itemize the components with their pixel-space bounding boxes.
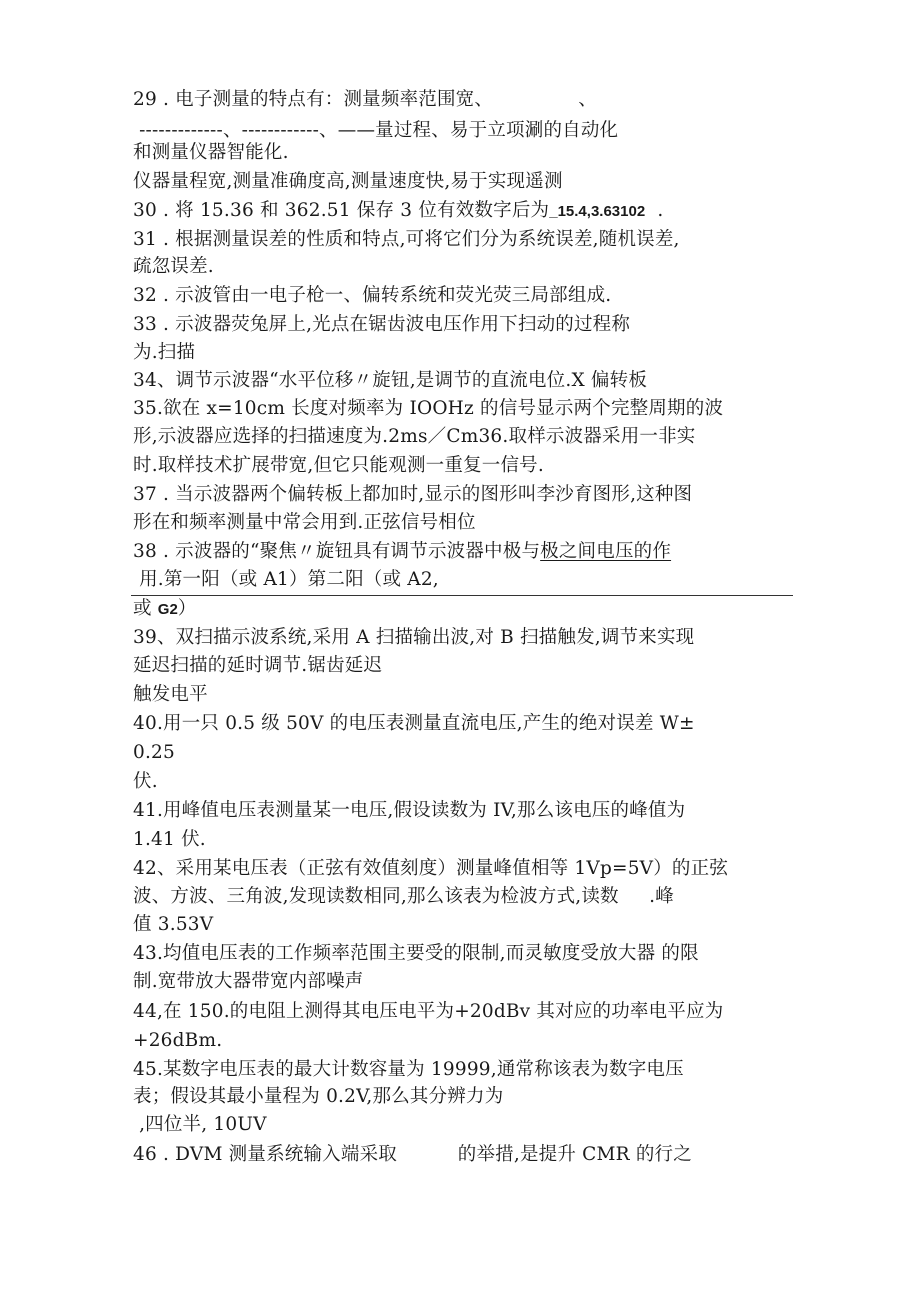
q38-or: 或	[133, 598, 158, 619]
q39-line-1: 39、双扫描示波系统,采用 A 扫描输出波,对 B 扫描触发,调节来实现	[133, 627, 695, 648]
q33-line-2: 为.扫描	[133, 342, 196, 363]
q42-line-1: 42、采用某电压表（正弦有效值刻度）测量峰值相等 1Vp=5V）的正弦	[133, 858, 729, 879]
q29-line-2: -------------、------------、——量过程、易于立项涮的自动化	[133, 120, 619, 141]
q42-line-2: 波、方波、三角波,发现读数相同,那么该表为检波方式,读数 .峰	[133, 886, 674, 907]
q31-line-1: 31 . 根据测量误差的性质和特点,可将它们分为系统误差,随机误差,	[133, 229, 680, 250]
q46-line-1: 46 . DVM 测量系统输入端采取 的举措,是提升 CMR 的行之	[133, 1144, 692, 1165]
q33-line-1: 33 . 示波器荧兔屏上,光点在锯齿波电压作用下扫动的过程称	[133, 314, 631, 335]
q45-answer: ,四位半, 10UV	[133, 1114, 267, 1135]
q35-line-1: 35.欲在 x=10cm 长度对频率为 IOOHz 的信号显示两个完整周期的波	[133, 398, 724, 419]
q38-question: 38 . 示波器的“聚焦〃旋钮具有调节示波器中极与	[133, 541, 541, 562]
q37-line-2: 形在和频率测量中常会用到.正弦信号相位	[133, 512, 476, 533]
q30-answer: _15.4,3.63102	[549, 203, 646, 220]
q38-g2: G2	[157, 601, 178, 618]
q29-line-3: 和测量仪器智能化.	[133, 142, 289, 163]
q38-line-1	[133, 541, 671, 563]
horizontal-rule	[131, 595, 793, 596]
q30-line	[133, 200, 663, 223]
q34-line: 34、调节示波器“水平位移〃旋钮,是调节的直流电位.X 偏转板	[133, 370, 648, 391]
q37-line-1: 37 . 当示波器两个偏转板上都加时,显示的图形叫李沙育图形,这种图	[133, 484, 693, 505]
q29-answer: 仪器量程宽,测量准确度高,测量速度快,易于实现遥测	[133, 171, 563, 192]
q39-line-2: 延迟扫描的延时调节.锯齿延迟	[133, 655, 383, 676]
q42-answer: 值 3.53V	[133, 914, 214, 935]
q31-line-2: 疏忽误差.	[133, 256, 214, 277]
q38-underlined: 极之间电压的作	[540, 541, 672, 562]
q44-answer: +26dBm.	[133, 1030, 223, 1051]
q41-line-1: 41.用峰值电压表测量某一电压,假设读数为 IV,那么该电压的峰值为	[133, 800, 686, 821]
q38-paren: ）	[177, 598, 197, 619]
q43-line-2: 制.宽带放大器带宽内部噪声	[133, 971, 364, 992]
q40-answer: 0.25	[133, 742, 175, 763]
q43-line-1: 43.均值电压表的工作频率范围主要受的限制,而灵敏度受放大器 的限	[133, 943, 699, 964]
q30-question: 30 . 将 15.36 和 362.51 保存 3 位有效数字后为	[133, 200, 550, 221]
q41-answer: 1.41 伏.	[133, 829, 206, 850]
q38-answer-end	[133, 598, 197, 621]
q36-line: 时.取样技术扩展带宽,但它只能观测一重复一信号.	[133, 455, 544, 476]
q38-answer: 用.第一阳（或 A1）第二阳（或 A2,	[133, 569, 439, 590]
q35-line-2: 形,示波器应选择的扫描速度为.2ms／Cm36.取样示波器采用一非实	[133, 426, 696, 447]
q39-answer: 触发电平	[133, 684, 208, 705]
q44-line-1: 44,在 150.的电阻上测得其电压电平为+20dBv 其对应的功率电平应为	[133, 1001, 724, 1022]
q45-line-2: 表；假设其最小量程为 0.2V,那么其分辨力为	[133, 1086, 504, 1107]
q40-unit: 伏.	[133, 771, 158, 792]
q30-end: .	[645, 200, 664, 221]
q45-line-1: 45.某数字电压表的最大计数容量为 19999,通常称该表为数字电压	[133, 1059, 684, 1080]
q29-line-1: 29 . 电子测量的特点有：测量频率范围宽、 、	[133, 89, 597, 110]
q40-line-1: 40.用一只 0.5 级 50V 的电压表测量直流电压,产生的绝对误差 W±	[133, 713, 695, 734]
q32-line: 32 . 示波管由一电子枪一、偏转系统和荧光荧三局部组成.	[133, 285, 612, 306]
